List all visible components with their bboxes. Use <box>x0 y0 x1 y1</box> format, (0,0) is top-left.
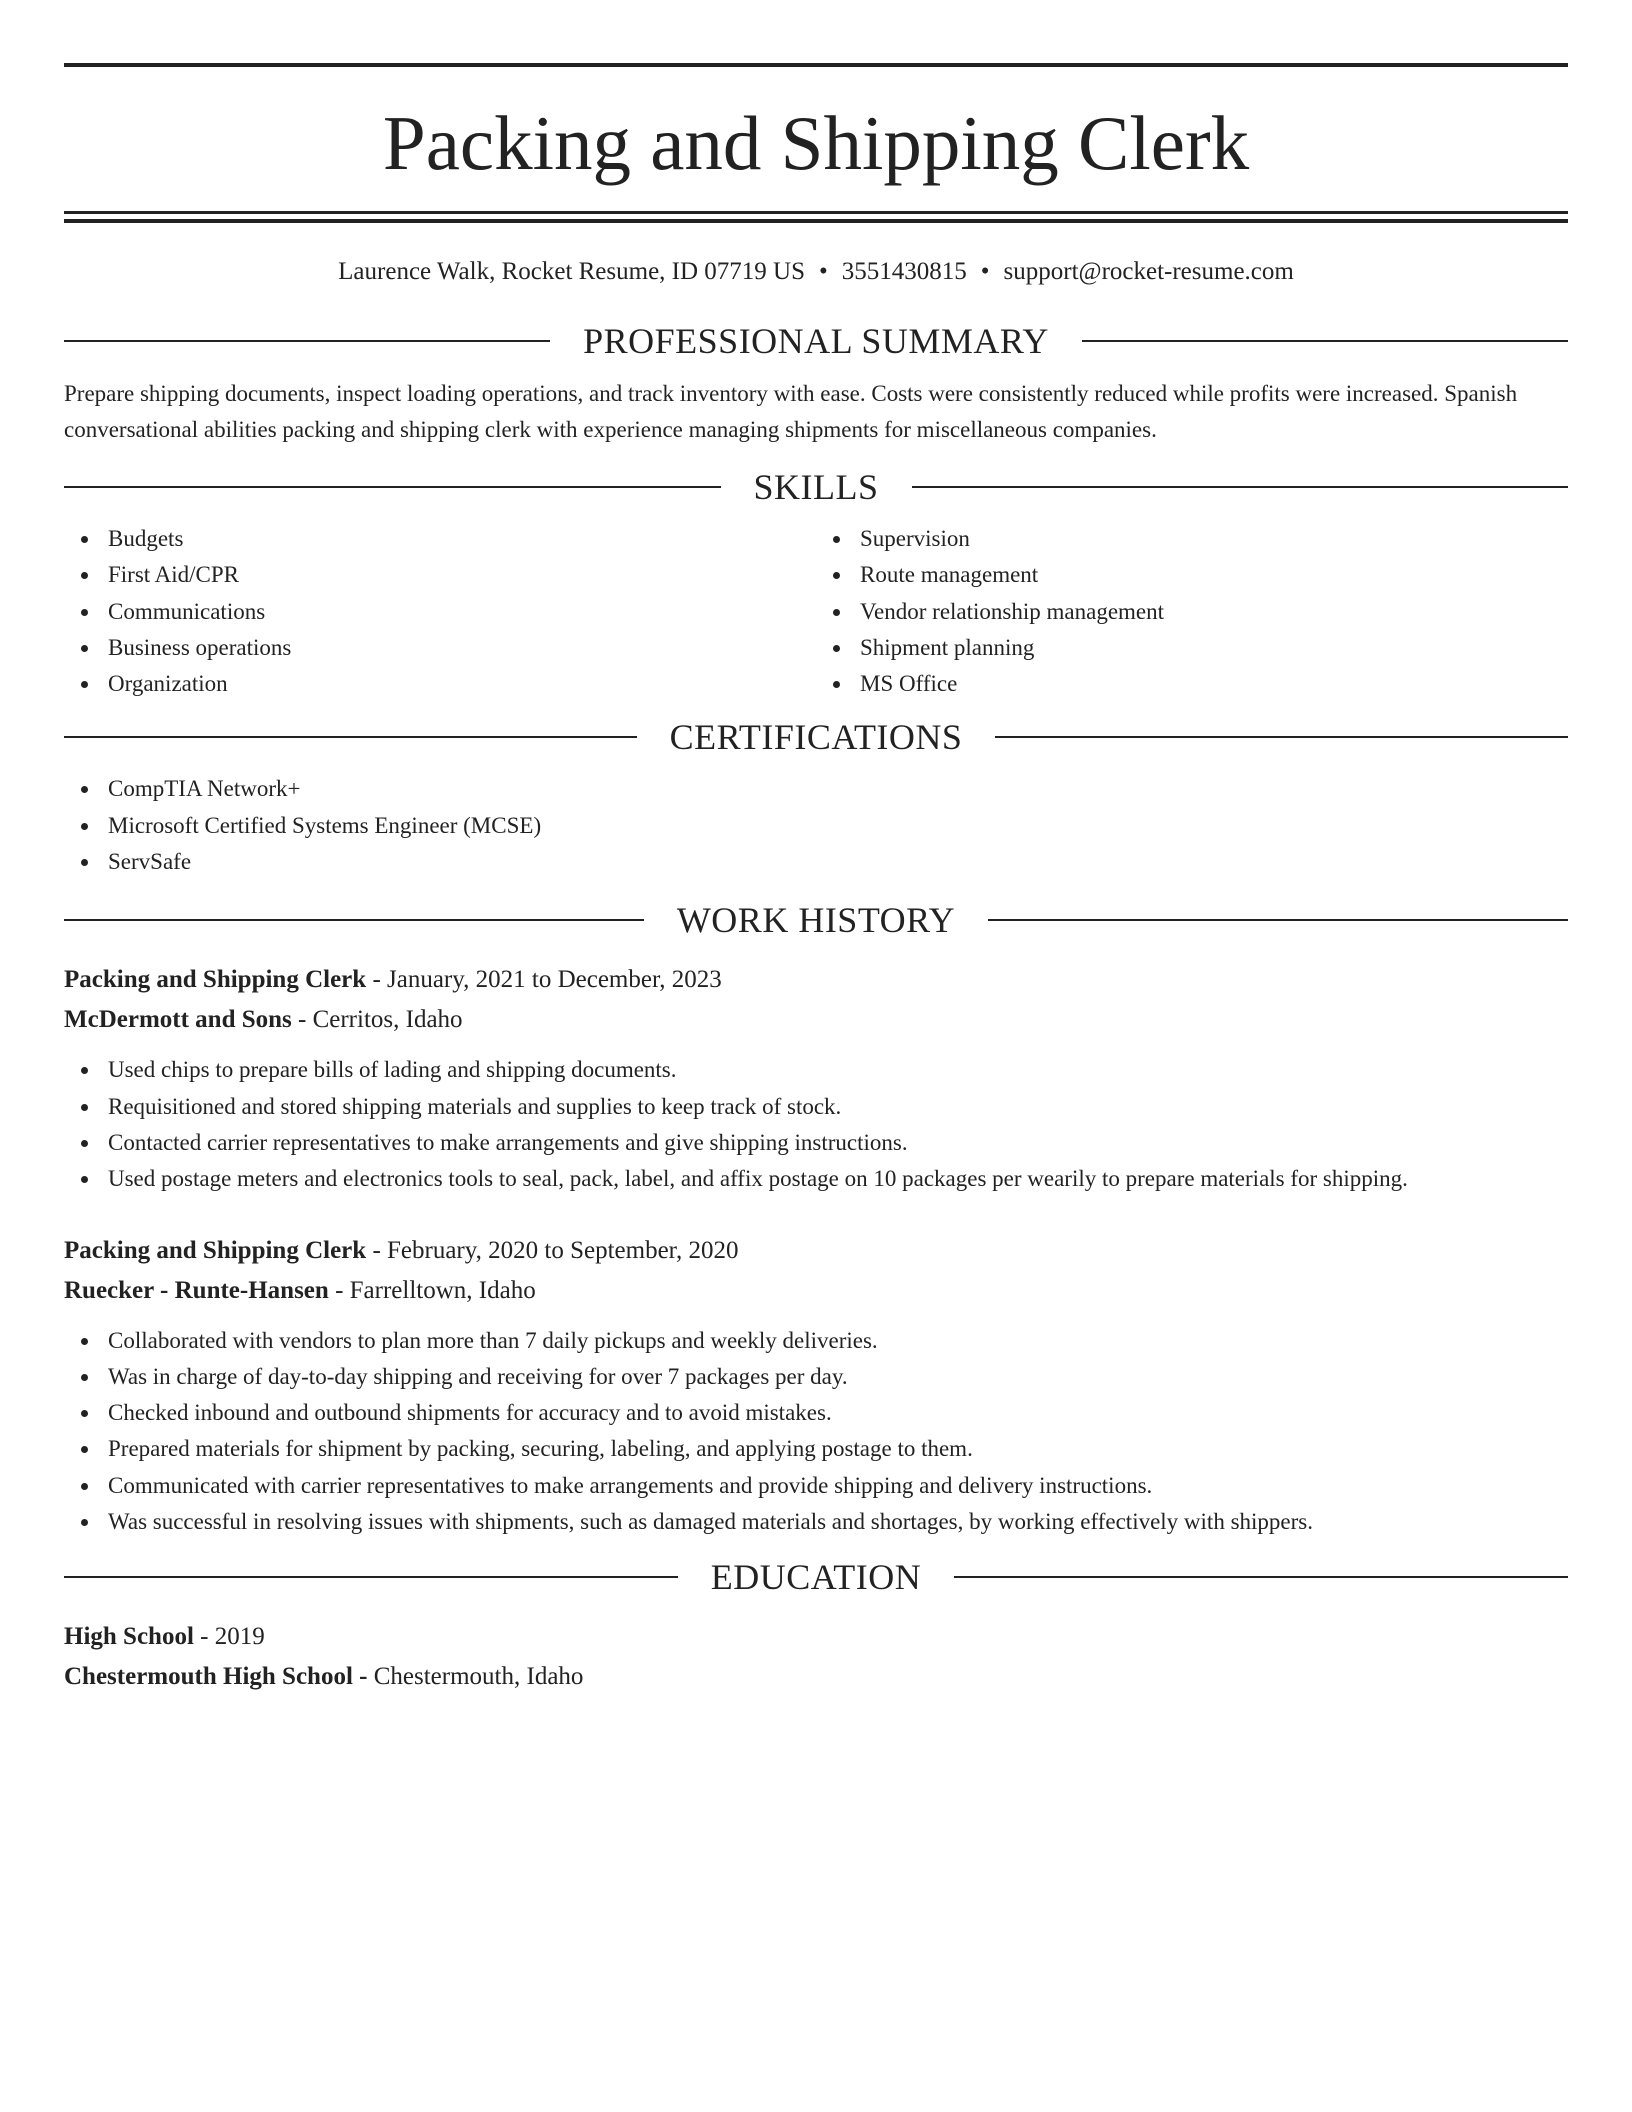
skill-item: Organization <box>64 666 816 702</box>
job-bullet: Checked inbound and outbound shipments for accuracy and to avoid mistakes. <box>64 1395 1568 1431</box>
job-bullet: Was in charge of day-to-day shipping and receiving for over 7 packages per day. <box>64 1359 1568 1395</box>
job-bullets <box>64 1052 1568 1197</box>
contact-separator: • <box>980 258 990 285</box>
job-bullet: Contacted carrier representatives to make arrangements and give shipping instructions. <box>64 1125 1568 1161</box>
skills-list-right <box>816 521 1568 702</box>
job-company: McDermott and Sons <box>64 1006 292 1034</box>
skill-item: Business operations <box>64 630 816 666</box>
divider-line <box>1082 340 1568 342</box>
section-title: WORK HISTORY <box>676 900 956 941</box>
job-company-line <box>64 1000 1568 1040</box>
skill-item: Communications <box>64 594 816 630</box>
section-title: EDUCATION <box>710 1557 922 1598</box>
summary-text: Prepare shipping documents, inspect loading operations, and track inventory with ease. Costs were consistently reduced while profits were increased. Spanish conversational abilities packing and shipping clerk with experience managing shipments for miscellaneous companies. <box>64 381 1518 442</box>
education-school: Chestermouth High School - <box>64 1663 374 1691</box>
job-company-line <box>64 1271 1568 1311</box>
job-title-line <box>64 1231 1568 1271</box>
job-location: - Cerritos, Idaho <box>291 1006 463 1034</box>
divider-line <box>64 736 637 738</box>
job-bullet: Used postage meters and electronics tools to seal, pack, label, and affix postage on 10 packages per wearily to prepare materials for shipping. <box>64 1161 1568 1197</box>
section-heading-certifications <box>64 716 1568 758</box>
section-heading-work <box>64 899 1568 941</box>
job-bullet: Used chips to prepare bills of lading and shipping documents. <box>64 1052 1568 1088</box>
job-dates: - January, 2021 to December, 2023 <box>366 966 722 994</box>
contact-email: support@rocket-resume.com <box>1003 258 1294 285</box>
job-title-line <box>64 960 1568 1000</box>
skills-list-left <box>64 521 816 702</box>
section-heading-summary <box>64 320 1568 362</box>
skill-item: Budgets <box>64 521 816 557</box>
section-title: CERTIFICATIONS <box>669 717 963 758</box>
education-entry <box>64 1617 1568 1697</box>
skill-item: Shipment planning <box>816 630 1568 666</box>
skill-item: First Aid/CPR <box>64 557 816 593</box>
job-company: Ruecker - Runte-Hansen <box>64 1276 329 1304</box>
page-title: Packing and Shipping Clerk <box>382 100 1250 186</box>
job-bullet: Was successful in resolving issues with shipments, such as damaged materials and shortages, by working effectively with shippers. <box>64 1504 1568 1540</box>
title-double-rule <box>64 211 1568 223</box>
contact-address: Laurence Walk, Rocket Resume, ID 07719 US <box>338 258 806 285</box>
education-school-line <box>64 1657 1568 1697</box>
skill-item: Supervision <box>816 521 1568 557</box>
job-location: - Farrelltown, Idaho <box>328 1276 536 1304</box>
certifications-list <box>64 771 1568 880</box>
certification-item: Microsoft Certified Systems Engineer (MCSE) <box>64 808 1568 844</box>
contact-phone: 3551430815 <box>841 258 967 285</box>
skills-columns <box>64 521 1568 702</box>
certification-item: CompTIA Network+ <box>64 771 1568 807</box>
section-title: SKILLS <box>753 467 879 507</box>
job-bullets <box>64 1323 1568 1541</box>
job-dates: - February, 2020 to September, 2020 <box>366 1236 739 1264</box>
divider-line <box>995 736 1568 738</box>
job-bullet: Collaborated with vendors to plan more than 7 daily pickups and weekly deliveries. <box>64 1323 1568 1359</box>
divider-line <box>988 919 1568 921</box>
divider-line <box>954 1576 1568 1578</box>
divider-line <box>912 486 1569 488</box>
job-bullet: Prepared materials for shipment by packing, securing, labeling, and applying postage to them. <box>64 1431 1568 1467</box>
education-degree-line <box>64 1617 1568 1657</box>
skill-item: MS Office <box>816 666 1568 702</box>
contact-separator: • <box>819 258 828 285</box>
job-entry <box>64 960 1568 1197</box>
education-degree: High School <box>64 1623 194 1651</box>
divider-line <box>64 919 644 921</box>
top-rule <box>64 63 1568 67</box>
skill-item: Vendor relationship management <box>816 594 1568 630</box>
divider-line <box>64 1576 678 1578</box>
section-heading-education <box>64 1556 1568 1598</box>
job-title: Packing and Shipping Clerk <box>64 1236 367 1264</box>
divider-line <box>64 486 721 488</box>
job-bullet: Requisitioned and stored shipping materials and supplies to keep track of stock. <box>64 1089 1568 1125</box>
skill-item: Route management <box>816 557 1568 593</box>
education-year: - 2019 <box>193 1623 265 1651</box>
certification-item: ServSafe <box>64 844 1568 880</box>
section-heading-skills <box>64 466 1568 508</box>
education-location: Chestermouth, Idaho <box>373 1663 584 1691</box>
divider-line <box>64 340 550 342</box>
section-title: PROFESSIONAL SUMMARY <box>583 321 1049 361</box>
job-title: Packing and Shipping Clerk <box>64 966 367 994</box>
contact-line <box>64 257 1568 287</box>
job-entry <box>64 1231 1568 1541</box>
job-bullet: Communicated with carrier representatives to make arrangements and provide shipping and delivery instructions. <box>64 1468 1568 1504</box>
